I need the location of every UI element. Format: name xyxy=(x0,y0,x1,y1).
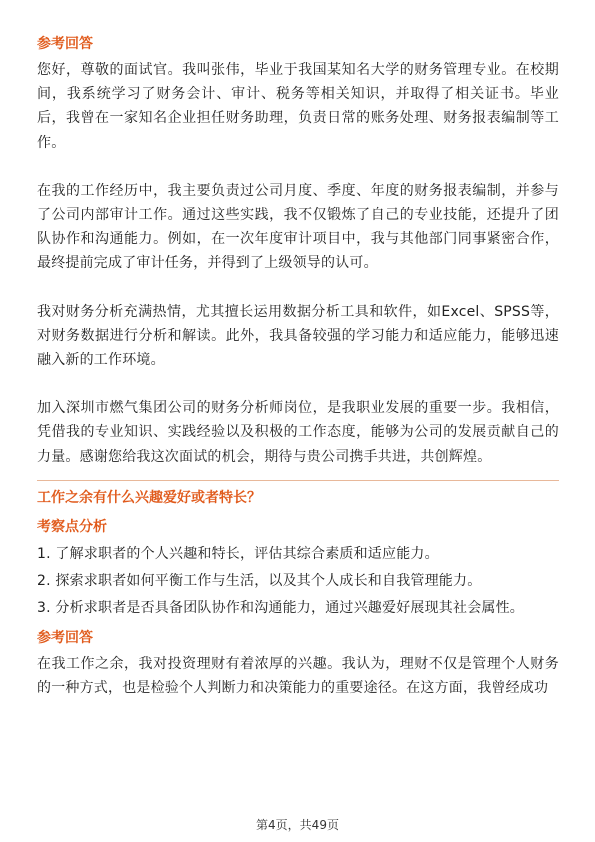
paragraph-gap xyxy=(37,372,559,396)
analysis-point-2: 2. 探索求职者如何平衡工作与生活，以及其个人成长和自我管理能力。 xyxy=(37,572,482,589)
answer-label-2: 参考回答 xyxy=(37,629,93,646)
answer-paragraph-2: 在我的工作经历中，我主要负责过公司月度、季度、年度的财务报表编制，并参与了公司内部审计工作。通过这些实践，我不仅锻炼了自己的专业技能，还提升了团队协作和沟通能力。例如，在一次年度审计项目中，我与其他部门同事紧密合作，最终提前完成了审计任务，并得到了上级领导的认可。 xyxy=(37,182,559,272)
answer-paragraph-4: 加入深圳市燃气集团公司的财务分析师岗位，是我职业发展的重要一步。我相信，凭借我的专业知识、实践经验以及积极的工作态度，能够为公司的发展贡献自己的力量。感谢您给我这次面试的机会，期待与贵公司携手共进，共创辉煌。 xyxy=(37,400,559,465)
answer-paragraph-5: 在我工作之余，我对投资理财有着浓厚的兴趣。我认为，理财不仅是管理个人财务的一种方式，也是检验个人判断力和决策能力的重要途径。在这方面，我曾经成功 xyxy=(37,655,559,697)
section-divider xyxy=(37,480,559,481)
page-number: 第4页，共49页 xyxy=(256,818,339,832)
analysis-list xyxy=(37,541,559,622)
paragraph-gap xyxy=(37,276,559,300)
analysis-label: 考察点分析 xyxy=(37,518,107,535)
answer-paragraph-1: 您好，尊敬的面试官。我叫张伟，毕业于我国某知名大学的财务管理专业。在校期间，我系统学习了财务会计、审计、税务等相关知识，并取得了相关证书。毕业后，我曾在一家知名企业担任财务助理，负责日常的账务处理、财务报表编制等工作。 xyxy=(37,62,559,151)
question-heading: 工作之余有什么兴趣爱好或者特长？ xyxy=(37,489,261,506)
paragraph-gap xyxy=(37,155,559,179)
document-page xyxy=(37,34,559,700)
answer-paragraph-3: 我对财务分析充满热情，尤其擅长运用数据分析工具和软件，如Excel、SPSS等，对财务数据进行分析和解读。此外，我具备较强的学习能力和适应能力，能够迅速融入新的工作环境。 xyxy=(37,303,559,369)
answer-label: 参考回答 xyxy=(37,36,93,52)
analysis-point-1: 1. 了解求职者的个人兴趣和特长，评估其综合素质和适应能力。 xyxy=(37,545,439,562)
analysis-point-3: 3. 分析求职者是否具备团队协作和沟通能力，通过兴趣爱好展现其社会属性。 xyxy=(37,599,525,616)
